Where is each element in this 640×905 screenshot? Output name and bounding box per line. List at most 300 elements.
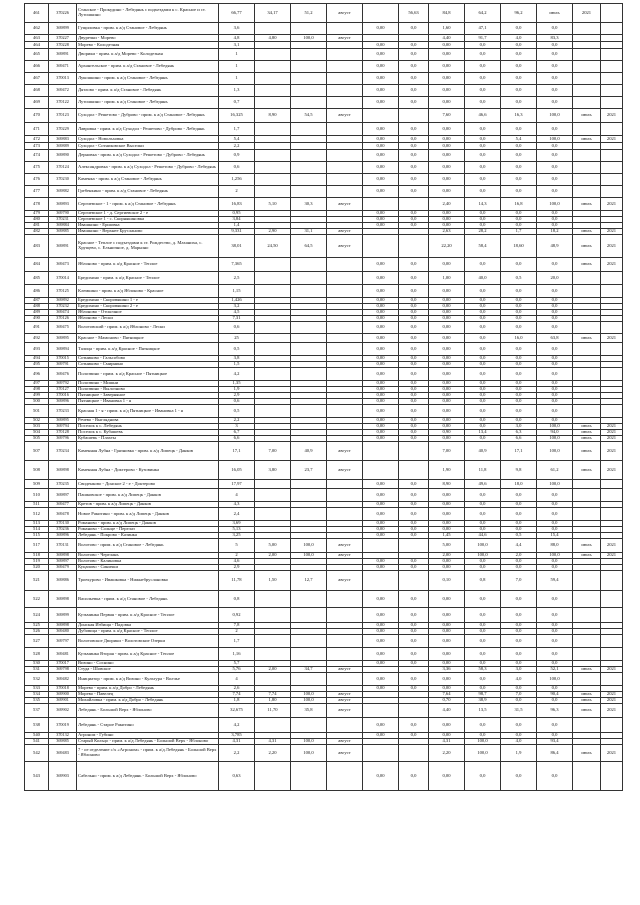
table-cell: 0,0 [501, 418, 537, 424]
table-cell [601, 762, 623, 791]
table-cell [291, 368, 327, 381]
table-cell: 500 [25, 399, 49, 405]
table-cell: 0,95 [219, 211, 255, 217]
table-cell: 0,63 [219, 762, 255, 791]
table-cell: август [327, 461, 363, 480]
table-cell: 47,1 [465, 23, 501, 35]
table-cell: 1,256 [219, 174, 255, 186]
table-cell: 2021 [601, 692, 623, 698]
table-cell: 0,0 [465, 608, 501, 623]
table-cell: 369899 [49, 608, 77, 623]
table-cell [255, 97, 291, 109]
table-cell [327, 368, 363, 381]
table-cell: 0,0 [537, 502, 573, 508]
table-cell: 0,0 [399, 629, 429, 635]
table-cell: 2021 [601, 553, 623, 559]
table-cell [573, 174, 601, 186]
table-cell: 100,0 [537, 480, 573, 489]
table-cell: 471 [25, 123, 49, 136]
table-cell: 0,00 [363, 42, 399, 49]
table-cell: 0,0 [537, 508, 573, 521]
table-cell [601, 508, 623, 521]
table-cell: 11,70 [255, 704, 291, 718]
table-cell: 0,0 [399, 521, 429, 527]
table-cell: 480 [25, 217, 49, 223]
table-cell: 0,00 [363, 223, 399, 229]
table-cell: август [327, 553, 363, 559]
table-cell: 16,8 [501, 198, 537, 211]
table-cell: 34,7 [291, 667, 327, 673]
table-cell: 0,70 [429, 698, 465, 704]
table-cell: 0,0 [501, 162, 537, 174]
table-cell: 464 [25, 42, 49, 49]
table-cell: 370125 [49, 285, 77, 298]
table-cell: 370230 [49, 174, 77, 186]
table-cell: 0,00 [363, 489, 399, 502]
table-cell [291, 591, 327, 608]
table-body [25, 4, 623, 791]
table-cell: 86,4 [537, 745, 573, 762]
road-name-cell: Яблоново - Отскочное [77, 310, 219, 316]
table-cell: 0,0 [399, 310, 429, 316]
table-cell [255, 608, 291, 623]
table-cell: 91,7 [465, 35, 501, 42]
table-cell: 370019 [49, 718, 77, 733]
table-cell: 0,0 [399, 762, 429, 791]
table-cell: 369477 [49, 502, 77, 508]
table-cell: 0,0 [537, 143, 573, 150]
table-cell [291, 85, 327, 97]
table-cell: 0,00 [429, 298, 465, 304]
table-row [25, 718, 623, 733]
table-cell: 0,0 [399, 343, 429, 356]
table-cell: 542 [25, 745, 49, 762]
table-row [25, 343, 623, 356]
table-cell: 0,0 [399, 97, 429, 109]
table-cell: 0,0 [537, 285, 573, 298]
table-cell [601, 123, 623, 136]
table-cell: 0,00 [363, 399, 399, 405]
table-cell [573, 718, 601, 733]
road-name-cell: Сотниково - Гальсобово [77, 356, 219, 362]
table-cell: 0,0 [537, 304, 573, 310]
table-cell: 0,0 [537, 23, 573, 35]
table-cell: 543 [25, 762, 49, 791]
table-cell: 0,0 [399, 123, 429, 136]
table-cell [399, 704, 429, 718]
table-cell [601, 673, 623, 686]
table-cell: 0,0 [501, 399, 537, 405]
table-cell: 0,0 [501, 285, 537, 298]
table-cell: 0,0 [465, 258, 501, 272]
table-cell: 0,0 [537, 527, 573, 533]
table-cell: 18,60 [501, 235, 537, 258]
table-cell: 61,2 [537, 461, 573, 480]
table-cell: 369891 [49, 49, 77, 61]
road-name-cell: Волотовский - прим. к а/д Яблоново - Лески [77, 322, 219, 334]
table-cell: 0,0 [465, 762, 501, 791]
table-cell: 473 [25, 143, 49, 150]
table-cell [327, 334, 363, 343]
table-cell: 2021 [601, 698, 623, 704]
table-cell: июль [573, 667, 601, 673]
table-row [25, 442, 623, 461]
table-cell [327, 648, 363, 661]
table-cell: 2021 [601, 430, 623, 436]
table-cell: 0,00 [363, 23, 399, 35]
table-cell: 0,00 [429, 162, 465, 174]
table-cell: 2 [219, 629, 255, 635]
table-cell: 369900 [49, 692, 77, 698]
table-cell: 5,10 [255, 198, 291, 211]
table-cell: 0,0 [501, 489, 537, 502]
table-row [25, 608, 623, 623]
table-cell: 7,0 [501, 692, 537, 698]
table-cell: 6,3 [501, 430, 537, 436]
table-cell [255, 49, 291, 61]
table-cell: 370227 [49, 35, 77, 42]
table-cell: 509 [25, 480, 49, 489]
table-cell: 1,7 [219, 123, 255, 136]
table-cell [327, 480, 363, 489]
table-cell [601, 608, 623, 623]
table-cell: 0,0 [465, 362, 501, 368]
table-cell: июль [573, 235, 601, 258]
table-cell: 0,00 [363, 186, 399, 198]
table-cell [291, 23, 327, 35]
table-cell: 0,0 [501, 591, 537, 608]
table-cell: 0,0 [537, 298, 573, 304]
table-cell [573, 591, 601, 608]
table-cell: 0,0 [399, 399, 429, 405]
table-cell: 0,0 [501, 362, 537, 368]
table-cell: 0,0 [465, 223, 501, 229]
table-cell: 1,4 [219, 223, 255, 229]
table-cell: 0,0 [537, 356, 573, 362]
table-cell [601, 23, 623, 35]
table-cell: июль [573, 109, 601, 123]
table-cell: 369883 [49, 136, 77, 143]
table-cell: 4,31 [255, 739, 291, 745]
table-cell: 0,00 [363, 673, 399, 686]
table-cell: 2,40 [429, 198, 465, 211]
table-cell: 493 [25, 343, 49, 356]
table-cell: 370132 [49, 733, 77, 739]
table-cell: 0,0 [399, 686, 429, 692]
table-cell [255, 174, 291, 186]
table-cell: 0,0 [399, 381, 429, 387]
table-cell: 0,0 [465, 733, 501, 739]
table-cell [363, 461, 399, 480]
table-cell: 0,0 [501, 762, 537, 791]
road-name-cell: Полозвино - Вылозново [77, 387, 219, 393]
table-cell: 0,0 [399, 304, 429, 310]
table-cell: 0,0 [465, 521, 501, 527]
table-cell: 369798 [49, 667, 77, 673]
table-cell: 0,0 [501, 316, 537, 322]
table-cell: 535 [25, 698, 49, 704]
table-cell: 34,17 [255, 4, 291, 23]
table-cell [255, 718, 291, 733]
table-cell [327, 49, 363, 61]
table-cell [573, 186, 601, 198]
table-cell [363, 704, 399, 718]
table-cell: 3,36 [429, 667, 465, 673]
table-cell [363, 35, 399, 42]
table-cell: 0,0 [501, 521, 537, 527]
table-cell: 100,0 [291, 539, 327, 553]
table-cell [601, 489, 623, 502]
table-cell: 0,7 [219, 97, 255, 109]
table-cell: 0,00 [429, 565, 465, 571]
table-cell: 54,5 [291, 109, 327, 123]
table-cell: 0,5 [501, 272, 537, 285]
table-cell: 475 [25, 162, 49, 174]
road-works-table [24, 3, 623, 791]
table-cell: 0,00 [363, 211, 399, 217]
table-cell [573, 343, 601, 356]
table-cell: 0,0 [501, 623, 537, 629]
table-cell [255, 186, 291, 198]
table-cell: 38,9 [465, 698, 501, 704]
table-cell: 369897 [49, 559, 77, 565]
table-cell: 533 [25, 686, 49, 692]
table-cell: 504 [25, 430, 49, 436]
table-cell: 51,2 [291, 4, 327, 23]
table-cell: июль [573, 553, 601, 559]
table-cell: 100,0 [537, 553, 573, 559]
table-cell: 0,0 [399, 623, 429, 629]
table-cell: 0,0 [399, 424, 429, 430]
table-cell: 0,00 [429, 150, 465, 162]
table-cell: 0,0 [399, 565, 429, 571]
table-cell [255, 322, 291, 334]
road-name-cell: Бредихино - Скоровякино 1 - е [77, 298, 219, 304]
table-cell: 2,9 [219, 565, 255, 571]
table-cell: август [327, 739, 363, 745]
table-cell: 0,0 [399, 258, 429, 272]
table-cell: 2,2 [219, 418, 255, 424]
road-name-cell: Старый Кольцо - прим. к а/д Лебедянь - Большой Верх - Яблоново [77, 739, 219, 745]
table-cell: 4,6 [219, 559, 255, 565]
table-cell: 3,8 [219, 356, 255, 362]
table-cell: 369478 [49, 508, 77, 521]
table-row [25, 258, 623, 272]
table-cell: 0,0 [399, 186, 429, 198]
table-cell: 467 [25, 73, 49, 85]
road-name-cell: Двуречки - Морево [77, 35, 219, 42]
table-cell: 474 [25, 150, 49, 162]
table-cell: 0,00 [429, 718, 465, 733]
road-name-cell: Талица - прим. к а/д Красное - Пятницкое [77, 343, 219, 356]
table-cell: 369882 [49, 186, 77, 198]
table-cell: 370231 [49, 217, 77, 223]
table-cell [573, 61, 601, 73]
table-cell: 0,0 [537, 718, 573, 733]
table-cell: 100,0 [537, 424, 573, 430]
table-cell: 369474 [49, 310, 77, 316]
table-cell: 96,3 [537, 704, 573, 718]
table-cell [601, 480, 623, 489]
table-cell: 0,0 [399, 733, 429, 739]
table-cell: 520 [25, 565, 49, 571]
table-cell: 0,00 [429, 608, 465, 623]
table-cell: 1,00 [429, 272, 465, 285]
table-cell: 370016 [49, 393, 77, 399]
table-cell: 0,0 [501, 304, 537, 310]
table-cell: 0,0 [501, 718, 537, 733]
table-cell: 0,0 [465, 508, 501, 521]
table-row [25, 489, 623, 502]
table-cell: 369898 [49, 461, 77, 480]
table-cell: 463 [25, 35, 49, 42]
table-cell: 4,3 [219, 502, 255, 508]
table-cell: 3,0 [501, 667, 537, 673]
table-cell: 0,0 [537, 521, 573, 527]
table-cell: 56,63 [399, 4, 429, 23]
table-cell [573, 23, 601, 35]
table-cell: 2021 [601, 136, 623, 143]
road-name-cell: Ивашкино - Ершовка [77, 223, 219, 229]
table-cell: 0,00 [429, 258, 465, 272]
table-cell: 0,0 [501, 23, 537, 35]
table-cell: 7,00 [255, 442, 291, 461]
table-cell: 2021 [601, 704, 623, 718]
table-cell [601, 4, 623, 23]
table-cell: 17,1 [501, 442, 537, 461]
table-cell [327, 258, 363, 272]
table-cell: 0,0 [501, 381, 537, 387]
road-name-cell: Лутошкино - прим. к а/д Становое - Лебедянь [77, 97, 219, 109]
table-cell: 370015 [49, 356, 77, 362]
table-cell: 15,4 [537, 533, 573, 539]
table-cell: 0,0 [399, 217, 429, 223]
table-cell: 0,00 [429, 143, 465, 150]
table-cell: 0,0 [399, 298, 429, 304]
table-cell [399, 109, 429, 123]
table-cell: 466 [25, 61, 49, 73]
table-cell [327, 405, 363, 418]
table-cell: 0,0 [501, 508, 537, 521]
table-cell: 0,0 [537, 629, 573, 635]
table-row [25, 198, 623, 211]
table-cell [255, 258, 291, 272]
table-cell: 0,00 [429, 629, 465, 635]
table-cell [291, 343, 327, 356]
table-cell: 100,0 [291, 553, 327, 559]
table-cell: 0,0 [465, 123, 501, 136]
table-cell: 369898 [49, 553, 77, 559]
table-cell: 4,0 [501, 673, 537, 686]
table-cell [327, 97, 363, 109]
table-row [25, 704, 623, 718]
table-cell: 0,0 [537, 85, 573, 97]
table-cell: 0,00 [429, 334, 465, 343]
table-cell: 6,7 [219, 430, 255, 436]
table-cell: 0,00 [363, 405, 399, 418]
table-cell: 0,0 [465, 436, 501, 442]
table-cell: 0,0 [465, 42, 501, 49]
table-cell: 522 [25, 591, 49, 608]
road-name-cell: Ивашкино - Верхнее Брусланово [77, 229, 219, 235]
table-cell: 8,90 [429, 480, 465, 489]
table-cell [291, 648, 327, 661]
table-cell: 0,0 [465, 298, 501, 304]
table-cell: 38,01 [219, 235, 255, 258]
table-cell [573, 143, 601, 150]
table-cell: 0,0 [465, 686, 501, 692]
table-cell [255, 123, 291, 136]
table-cell: 100,0 [537, 109, 573, 123]
table-cell: август [327, 229, 363, 235]
table-cell: 534 [25, 692, 49, 698]
table-cell: 0,0 [399, 136, 429, 143]
table-cell: 16,83 [219, 198, 255, 211]
table-cell: 531 [25, 667, 49, 673]
table-cell: 369897 [49, 489, 77, 502]
table-cell: 488 [25, 304, 49, 310]
table-cell: июль [573, 698, 601, 704]
table-cell: 0,0 [465, 424, 501, 430]
table-cell: 2021 [601, 198, 623, 211]
table-cell [601, 648, 623, 661]
table-cell: 63,8 [537, 334, 573, 343]
table-cell: 502 [25, 418, 49, 424]
table-cell: июль [573, 136, 601, 143]
table-cell: 0,00 [429, 368, 465, 381]
table-cell [327, 489, 363, 502]
table-cell: 2021 [601, 235, 623, 258]
table-cell: 7,31 [219, 316, 255, 322]
table-cell: 66,77 [219, 4, 255, 23]
table-cell: 6,6 [219, 436, 255, 442]
table-cell: 0,0 [501, 733, 537, 739]
table-cell: 0,00 [363, 623, 399, 629]
table-cell: 527 [25, 635, 49, 648]
table-cell: 0,0 [537, 608, 573, 623]
table-cell [327, 85, 363, 97]
table-cell: 0,0 [501, 223, 537, 229]
table-cell: 0,00 [363, 686, 399, 692]
table-cell: 0,00 [363, 436, 399, 442]
table-cell [399, 35, 429, 42]
table-cell: 0,6 [219, 162, 255, 174]
table-cell: 16,0 [501, 334, 537, 343]
table-cell: 23,7 [291, 461, 327, 480]
table-cell: 0,0 [501, 174, 537, 186]
table-cell: 0,0 [399, 508, 429, 521]
table-cell [363, 109, 399, 123]
table-cell [327, 143, 363, 150]
table-cell: 0,00 [429, 527, 465, 533]
table-cell: 0,00 [429, 211, 465, 217]
table-cell: 370123 [49, 109, 77, 123]
table-cell: 0,0 [465, 648, 501, 661]
table-cell: 0,0 [501, 661, 537, 667]
table-cell [573, 608, 601, 623]
table-cell: 4,0 [501, 35, 537, 42]
table-cell [291, 272, 327, 285]
table-cell [291, 97, 327, 109]
table-cell: 100,0 [465, 539, 501, 553]
road-name-cell: Каменка - прим. к а/д Становое - Лебедянь [77, 174, 219, 186]
table-cell [601, 718, 623, 733]
table-cell: 0,0 [465, 73, 501, 85]
table-cell [327, 608, 363, 623]
table-cell: 369886 [49, 571, 77, 591]
table-cell: 0,00 [429, 436, 465, 442]
table-cell: 0,0 [399, 150, 429, 162]
